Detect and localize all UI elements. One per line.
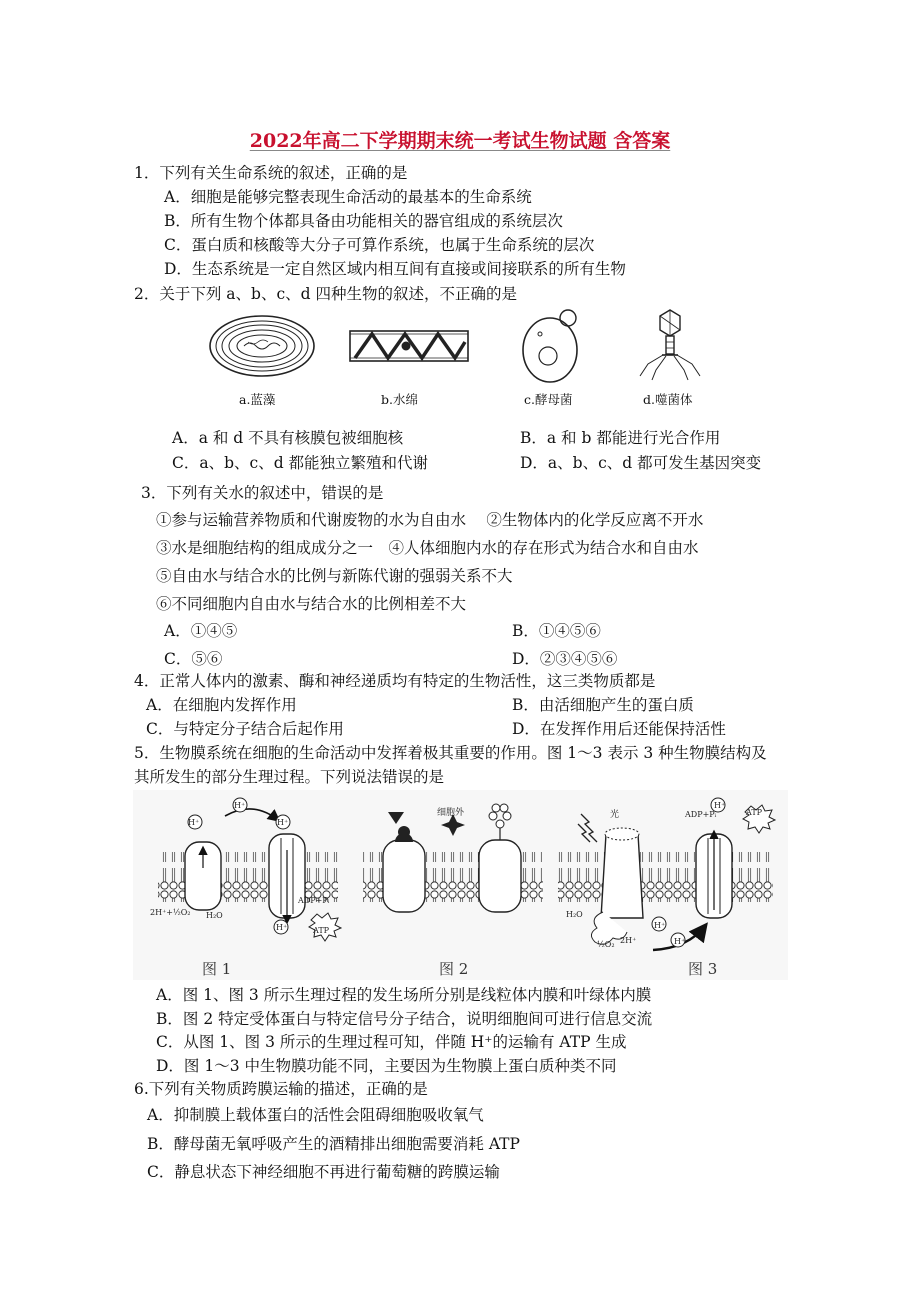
fig2-extracellular: 细胞外 xyxy=(437,808,465,818)
q1-option-b: B．所有生物个体都具备由功能相关的器官组成的系统层次 xyxy=(164,212,563,230)
q3-statement-1-2: ①参与运输营养物质和代谢废物的水为自由水 ②生物体内的化学反应离不开水 xyxy=(156,511,704,529)
fig3-two-h-plus: 2H⁺ xyxy=(620,936,637,945)
fig1-h-plus-4: H⁺ xyxy=(276,923,288,932)
fig1-water: H₂O xyxy=(206,911,223,920)
spirogyra-drawing xyxy=(350,331,468,361)
organisms-figure xyxy=(200,306,720,390)
q1-stem: 1．下列有关生命系统的叙述，正确的是 xyxy=(134,164,408,182)
label-c-yeast: c.酵母菌 xyxy=(524,392,573,407)
q3-statement-5: ⑤自由水与结合水的比例与新陈代谢的强弱关系不大 xyxy=(156,567,513,585)
q1-option-a: A．细胞是能够完整表现生命活动的最基本的生命系统 xyxy=(164,188,532,206)
q5-option-a: A．图 1、图 3 所示生理过程的发生场所分别是线粒体内膜和叶绿体内膜 xyxy=(156,986,652,1004)
q4-option-b: B．由活细胞产生的蛋白质 xyxy=(512,696,694,714)
fig3-light: 光 xyxy=(610,810,620,820)
q6-option-a: A．抑制膜上载体蛋白的活性会阻碍细胞吸收氧气 xyxy=(147,1106,484,1124)
q3-option-a: A．①④⑤ xyxy=(164,622,238,640)
caption-figure-1: 图 1 xyxy=(202,960,232,978)
fig3-adp: ADP+Pᵢ xyxy=(685,810,717,819)
q4-option-a: A．在细胞内发挥作用 xyxy=(146,696,297,714)
yeast-drawing xyxy=(523,310,577,382)
q2-stem: 2．关于下列 a、b、c、d 四种生物的叙述，不正确的是 xyxy=(134,285,517,303)
label-a-cyanobacteria: a.蓝藻 xyxy=(239,392,276,407)
q5-stem-line1: 5．生物膜系统在细胞的生命活动中发挥着极其重要的作用。图 1～3 表示 3 种生物膜结构及 xyxy=(134,744,767,762)
q5-option-c: C．从图 1、图 3 所示的生理过程可知，伴随 H⁺的运输有 ATP 生成 xyxy=(156,1033,627,1051)
q2-option-a: A．a 和 d 不具有核膜包被细胞核 xyxy=(172,429,404,447)
caption-figure-2: 图 2 xyxy=(439,960,469,978)
q3-statement-6: ⑥不同细胞内自由水与结合水的比例相差不大 xyxy=(156,595,467,613)
q6-option-c: C．静息状态下神经细胞不再进行葡萄糖的跨膜运输 xyxy=(147,1163,500,1181)
q2-option-b: B．a 和 b 都能进行光合作用 xyxy=(520,429,721,447)
bacteriophage-drawing xyxy=(640,310,700,380)
q3-statement-3-4: ③水是细胞结构的组成成分之一 ④人体细胞内水的存在形式为结合水和自由水 xyxy=(156,539,699,557)
fig3-water: H₂O xyxy=(566,910,583,919)
fig3-atp: ATP xyxy=(746,808,763,817)
q3-stem: 3．下列有关水的叙述中，错误的是 xyxy=(141,484,384,502)
q3-option-b: B．①④⑤⑥ xyxy=(512,622,601,640)
q5-option-b: B．图 2 特定受体蛋白与特定信号分子结合，说明细胞间可进行信息交流 xyxy=(156,1010,653,1028)
q2-option-c: C．a、b、c、d 都能独立繁殖和代谢 xyxy=(172,454,429,472)
q4-option-d: D．在发挥作用后还能保持活性 xyxy=(512,720,726,738)
q2-option-d: D．a、b、c、d 都可发生基因突变 xyxy=(520,454,762,472)
q4-option-c: C．与特定分子结合后起作用 xyxy=(146,720,344,738)
exam-title: 2022年高二下学期期末统一考试生物试题 含答案 xyxy=(249,130,671,152)
cyanobacteria-drawing xyxy=(210,316,314,376)
fig3-h-plus-1: H⁺ xyxy=(714,801,726,810)
q3-option-c: C．⑤⑥ xyxy=(164,650,223,668)
q4-stem: 4．正常人体内的激素、酶和神经递质均有特定的生物活性，这三类物质都是 xyxy=(134,672,656,690)
q1-option-c: C．蛋白质和核酸等大分子可算作系统，也属于生命系统的层次 xyxy=(164,236,595,254)
label-d-bacteriophage: d.噬菌体 xyxy=(643,392,693,407)
caption-figure-3: 图 3 xyxy=(688,960,718,978)
q5-stem-line2: 其所发生的部分生理过程。下列说法错误的是 xyxy=(134,768,445,786)
fig1-atp: ATP xyxy=(313,926,330,935)
fig1-hydrogen-oxygen: 2H⁺+½O₂ xyxy=(150,908,191,917)
q6-option-b: B．酵母菌无氧呼吸产生的酒精排出细胞需要消耗 ATP xyxy=(147,1135,520,1153)
fig1-adp: ADP+Pᵢ xyxy=(298,896,330,905)
label-b-spirogyra: b.水绵 xyxy=(381,392,418,407)
fig3-h-plus-3: H⁺ xyxy=(674,937,686,946)
fig3-h-plus-2: H⁺ xyxy=(654,921,666,930)
q1-option-d: D．生态系统是一定自然区域内相互间有直接或间接联系的所有生物 xyxy=(164,260,626,278)
q3-option-d: D．②③④⑤⑥ xyxy=(512,650,618,668)
q5-option-d: D．图 1～3 中生物膜功能不同，主要因为生物膜上蛋白质种类不同 xyxy=(156,1057,617,1075)
fig1-h-plus-2: H⁺ xyxy=(234,801,246,810)
fig1-h-plus-1: H⁺ xyxy=(188,818,200,827)
q6-stem: 6.下列有关物质跨膜运输的描述，正确的是 xyxy=(134,1080,428,1098)
fig1-h-plus-3: H⁺ xyxy=(277,818,289,827)
fig3-half-oxygen: ½O₂ xyxy=(597,940,615,949)
